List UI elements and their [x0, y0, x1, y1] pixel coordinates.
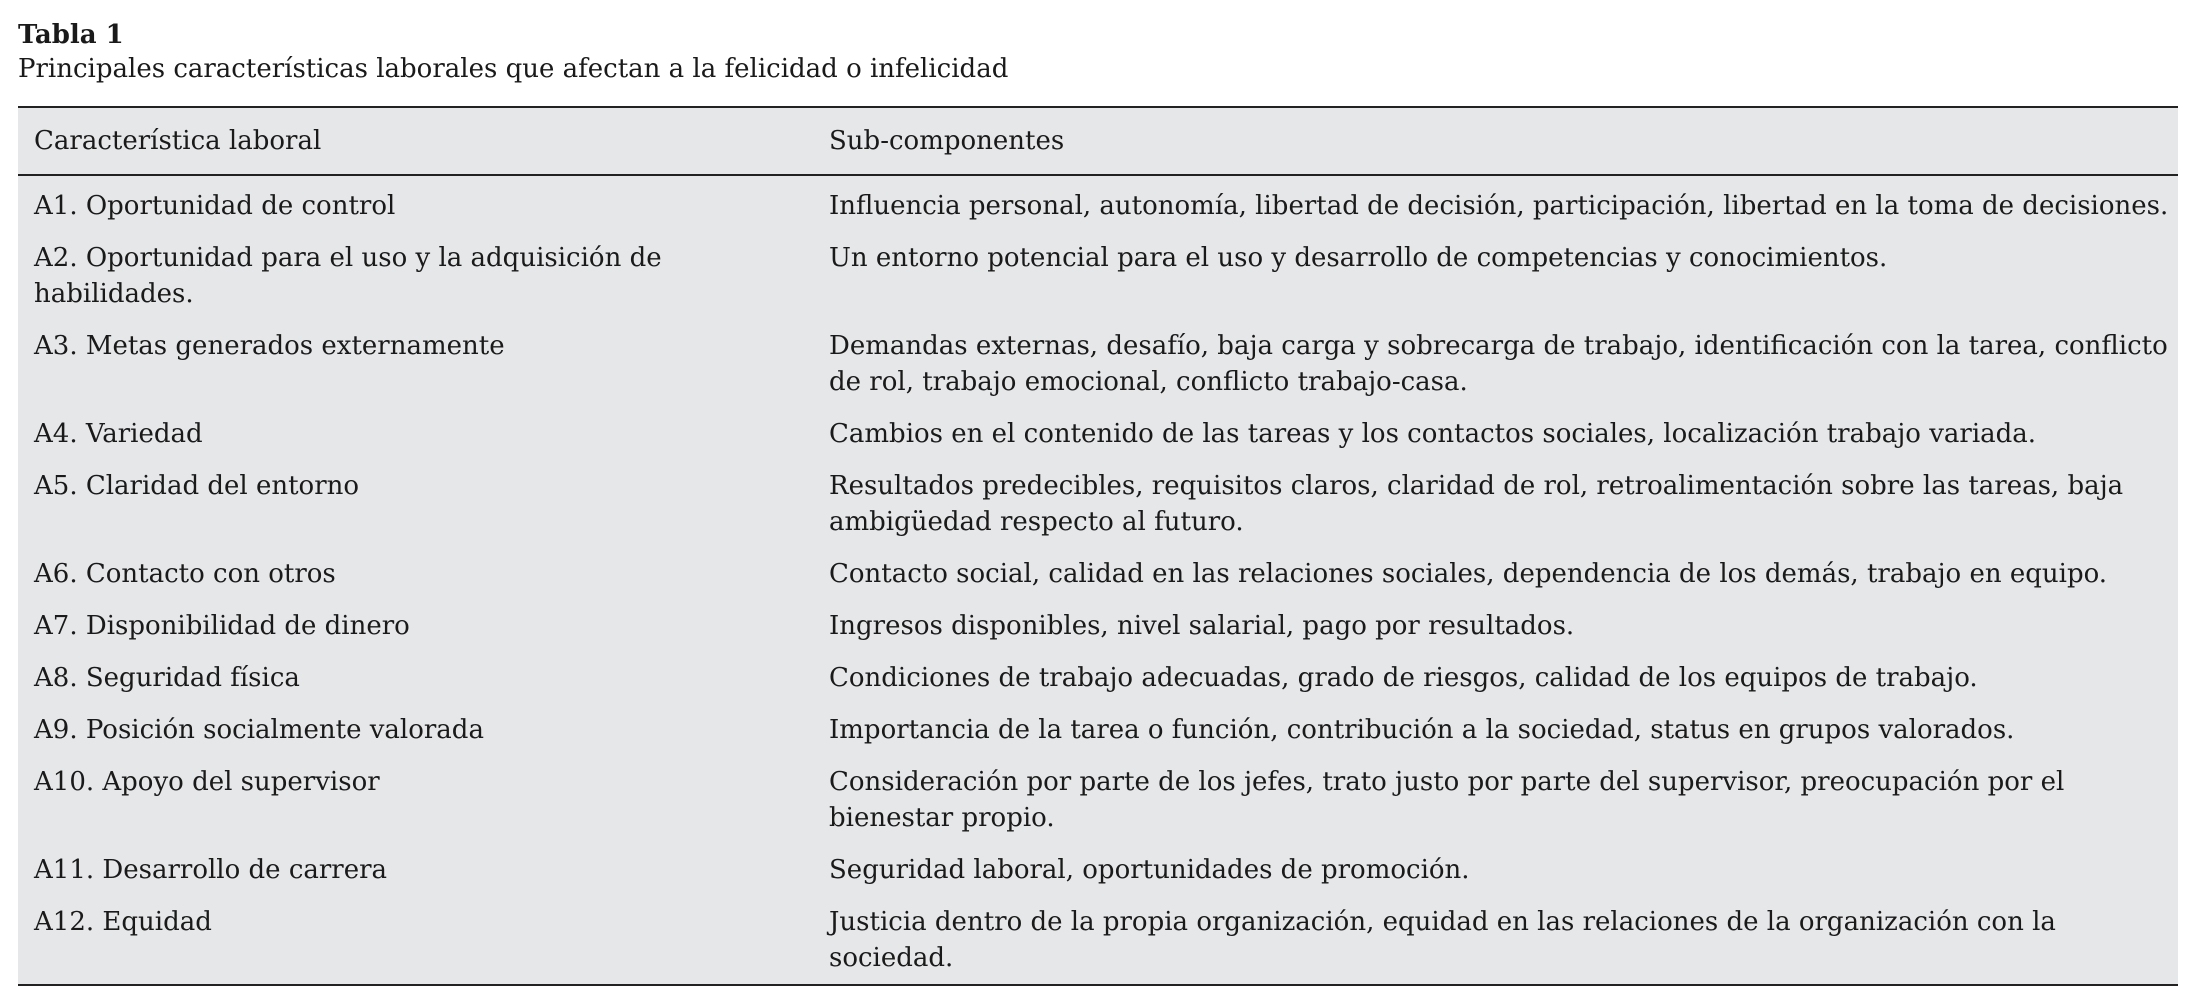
characteristic-cell: A2. Oportunidad para el uso y la adquisición de habilidades. [34, 243, 662, 309]
header-row [18, 107, 2178, 175]
characteristic-cell: A8. Seguridad física [34, 663, 300, 693]
subcomponents-cell: Influencia personal, autonomía, libertad de decisión, participación, libertad en la toma de decisiones. [829, 191, 2169, 221]
characteristic-cell: A3. Metas generados externamente [34, 331, 505, 361]
table-row [18, 175, 2178, 232]
characteristic-cell: A1. Oportunidad de control [34, 191, 396, 221]
characteristic-cell: A6. Contacto con otros [34, 559, 336, 589]
subcomponents-cell: Un entorno potencial para el uso y desarrollo de competencias y conocimientos. [829, 243, 1888, 273]
table-caption-title: Principales características laborales que afectan a la felicidad o infelicidad [18, 54, 1009, 84]
subcomponents-cell: Demandas externas, desafío, baja carga y sobrecarga de trabajo, identificación con la tarea, conflicto de rol, trabajo emocional, conflicto trabajo-casa. [829, 331, 2168, 397]
table-row [18, 704, 2178, 756]
subcomponents-cell: Seguridad laboral, oportunidades de promoción. [829, 855, 1470, 885]
characteristics-table [18, 106, 2178, 986]
subcomponents-cell: Justicia dentro de la propia organización, equidad en las relaciones de la organización con la sociedad. [829, 907, 2056, 973]
characteristic-cell: A9. Posición socialmente valorada [34, 715, 484, 745]
characteristic-cell: A11. Desarrollo de carrera [34, 855, 388, 885]
characteristic-cell: A12. Equidad [34, 907, 212, 937]
subcomponents-cell: Cambios en el contenido de las tareas y los contactos sociales, localización trabajo variada. [829, 419, 2037, 449]
subcomponents-cell: Importancia de la tarea o función, contribución a la sociedad, status en grupos valorados. [829, 715, 2015, 745]
table-row [18, 756, 2178, 844]
subcomponents-cell: Consideración por parte de los jefes, trato justo por parte del supervisor, preocupación por el bienestar propio. [829, 767, 2065, 833]
table-header [18, 107, 2178, 175]
table-caption-label: Tabla 1 [18, 20, 124, 50]
table-body [18, 175, 2178, 985]
table-row [18, 896, 2178, 985]
subcomponents-cell: Ingresos disponibles, nivel salarial, pago por resultados. [829, 611, 1575, 641]
table-row [18, 652, 2178, 704]
table-row [18, 844, 2178, 896]
table-row [18, 408, 2178, 460]
subcomponents-cell: Condiciones de trabajo adecuadas, grado de riesgos, calidad de los equipos de trabajo. [829, 663, 1978, 693]
subcomponents-cell: Contacto social, calidad en las relaciones sociales, dependencia de los demás, trabajo en equipo. [829, 559, 2108, 589]
characteristic-cell: A10. Apoyo del supervisor [34, 767, 380, 797]
header-subcomponents: Sub-componentes [813, 107, 2178, 175]
subcomponents-cell: Resultados predecibles, requisitos claros, claridad de rol, retroalimentación sobre las tareas, baja ambigüedad respecto al futuro. [829, 471, 2124, 537]
table-row [18, 320, 2178, 408]
characteristic-cell: A5. Claridad del entorno [34, 471, 360, 501]
characteristic-cell: A4. Variedad [34, 419, 203, 449]
table-row [18, 548, 2178, 600]
characteristic-cell: A7. Disponibilidad de dinero [34, 611, 410, 641]
header-characteristic: Característica laboral [18, 107, 813, 175]
table-row [18, 460, 2178, 548]
table-row [18, 600, 2178, 652]
table-row [18, 232, 2178, 320]
